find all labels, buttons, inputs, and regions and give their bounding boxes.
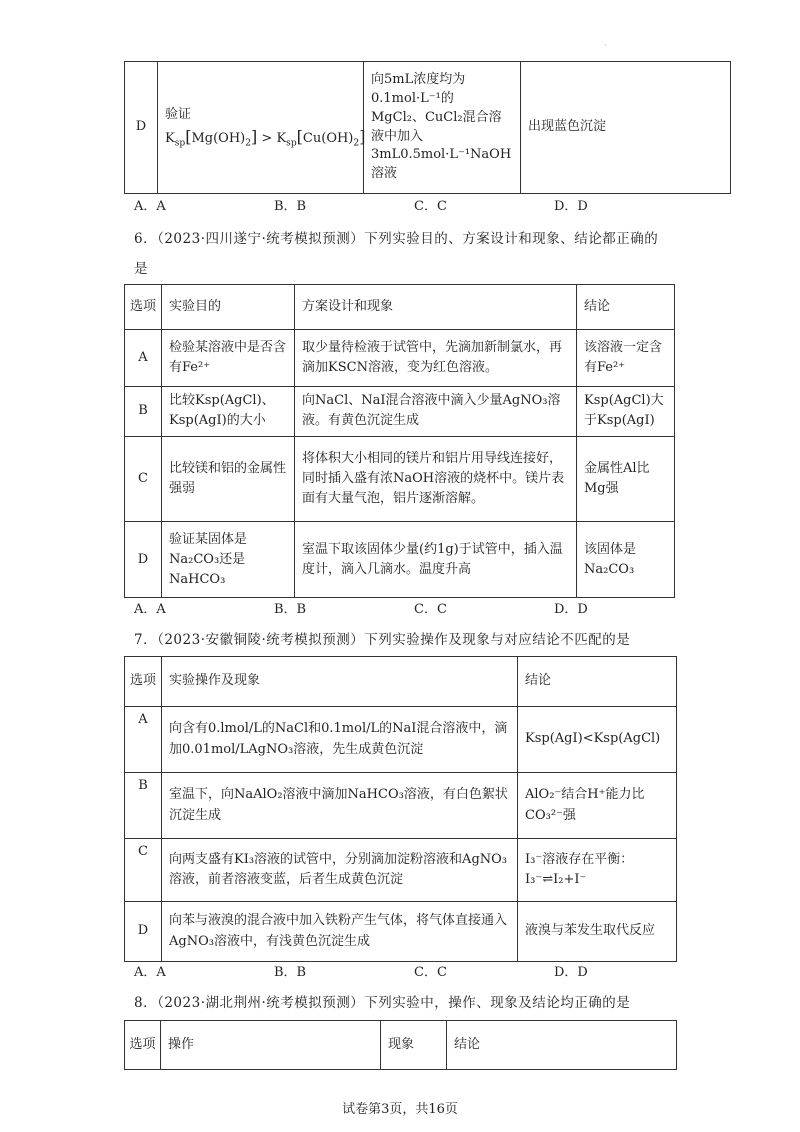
choice-c[interactable]: C．C [414,965,447,980]
q6-stem: 6．（2023·四川遂宁·统考模拟预测）下列实验目的、方案设计和现象、结论都正确的 [134,231,659,247]
conclusion-cell: 金属性Al比Mg强 [577,436,675,522]
table-row [125,839,677,902]
q7-choices [134,963,734,981]
choice-a[interactable]: A．A [134,965,166,980]
choice-a[interactable]: A．A [134,602,166,617]
option-cell: D [125,62,158,194]
header-conclusion: 结论 [518,657,677,707]
experiment-line: MgCl₂、CuCl₂混合溶 [371,109,502,125]
experiment-cell [364,62,521,194]
header-option: 选项 [125,657,162,707]
table-row [125,773,677,839]
option-cell: A [125,707,162,773]
q6-choices [134,600,734,618]
header-option: 选项 [125,1021,161,1070]
conclusion-cell: 该固体是Na₂CO₃ [577,522,675,598]
conclusion-cell: 液溴与苯发生取代反应 [518,902,677,962]
option-cell: B [125,386,162,436]
purpose-prefix: 验证 [165,107,192,123]
operation-cell: 向苯与液溴的混合液中加入铁粉产生气体，将气体直接通入AgNO₃溶液中，有浅黄色沉淀生成 [162,902,518,962]
design-cell: 取少量待检液于试管中，先滴加新制氯水，再滴加KSCN溶液，变为红色溶液。 [295,330,577,386]
choice-d[interactable]: D．D [554,602,588,617]
ksp-formula: $K_{sp}[Mg(OH)_2] > K_{sp}[Cu(OH)_2]$ [165,127,366,149]
q6-stem-cont: 是 [134,261,148,277]
purpose-cell: 检验某溶液中是否含有Fe²⁺ [162,330,295,386]
q5-choices [134,197,734,215]
q8-table [124,1020,677,1070]
conclusion-cell: 该溶液一定含有Fe²⁺ [577,330,675,386]
design-cell: 向NaCl、NaI混合溶液中滴入少量AgNO₃溶液。有黄色沉淀生成 [295,386,577,436]
page-footer: 试卷第3页，共16页 [342,1102,458,1117]
operation-cell: 向两支盛有KI₃溶液的试管中，分别滴加淀粉溶液和AgNO₃溶液，前者溶液变蓝，后者生成黄色沉淀 [162,839,518,902]
option-cell: D [125,902,162,962]
option-cell: C [125,436,162,522]
table-row [125,62,731,194]
table-row [125,522,675,598]
purpose-cell: 验证某固体是Na₂CO₃还是NaHCO₃ [162,522,295,598]
option-cell: D [125,522,162,598]
design-cell: 将体积大小相同的镁片和铝片用导线连接好，同时插入盛有浓NaOH溶液的烧杯中。镁片表面有大量气泡，铝片逐渐溶解。 [295,436,577,522]
experiment-line: 液中加入 [371,128,424,144]
experiment-line: 溶液 [371,166,398,182]
header-conclusion: 结论 [577,285,675,330]
q6-table [124,284,675,598]
table-row [125,436,675,522]
option-cell: C [125,839,162,902]
choice-b[interactable]: B．B [274,602,307,617]
q7-stem: 7．（2023·安徽铜陵·统考模拟预测）下列实验操作及现象与对应结论不匹配的是 [134,632,631,648]
header-option: 选项 [125,285,162,330]
choice-b[interactable]: B．B [274,965,307,980]
table-row [125,902,677,962]
conclusion-cell: Ksp(AgCl)大于Ksp(AgI) [577,386,675,436]
experiment-line: 向5mL浓度均为 [371,71,466,87]
choice-c[interactable]: C．C [414,199,447,214]
table-row [125,707,677,773]
header-conclusion: 结论 [447,1021,677,1070]
purpose-cell: 比较镁和铝的金属性强弱 [162,436,295,522]
design-cell: 室温下取该固体少量(约1g)于试管中，插入温度计，滴入几滴水。温度升高 [295,522,577,598]
phenomenon-cell: 出现蓝色沉淀 [521,62,731,194]
q8-stem: 8．（2023·湖北荆州·统考模拟预测）下列实验中，操作、现象及结论均正确的是 [134,995,631,1011]
table-header-row [125,1021,677,1070]
option-cell: A [125,330,162,386]
page-mark: · [604,41,607,50]
table-header-row [125,285,675,330]
conclusion-cell: AlO₂⁻结合H⁺能力比CO₃²⁻强 [518,773,677,839]
operation-cell: 室温下，向NaAlO₂溶液中滴加NaHCO₃溶液，有白色絮状沉淀生成 [162,773,518,839]
choice-a[interactable]: A．A [134,199,166,214]
choice-b[interactable]: B．B [274,199,307,214]
choice-c[interactable]: C．C [414,602,447,617]
table-row [125,386,675,436]
choice-d[interactable]: D．D [554,199,588,214]
option-cell: B [125,773,162,839]
header-operation: 实验操作及现象 [162,657,518,707]
operation-cell: 向含有0.lmol/L的NaCl和0.1mol/L的NaI混合溶液中，滴加0.01mol/LAgNO₃溶液，先生成黄色沉淀 [162,707,518,773]
purpose-cell: 比较Ksp(AgCl)、Ksp(AgI)的大小 [162,386,295,436]
header-purpose: 实验目的 [162,285,295,330]
conclusion-cell: I₃⁻溶液存在平衡：I₃⁻⇌I₂+I⁻ [518,839,677,902]
header-design: 方案设计和现象 [295,285,577,330]
choice-d[interactable]: D．D [554,965,588,980]
q5-table [124,61,731,194]
header-phenomenon: 现象 [381,1021,447,1070]
table-header-row [125,657,677,707]
experiment-line: 3mL0.5mol·L⁻¹NaOH [371,147,512,163]
experiment-line: 0.1mol·L⁻¹的 [371,90,454,106]
conclusion-cell: Ksp(AgI)<Ksp(AgCl) [518,707,677,773]
purpose-cell [158,62,364,194]
header-operation: 操作 [161,1021,381,1070]
table-row [125,330,675,386]
q7-table [124,656,677,962]
